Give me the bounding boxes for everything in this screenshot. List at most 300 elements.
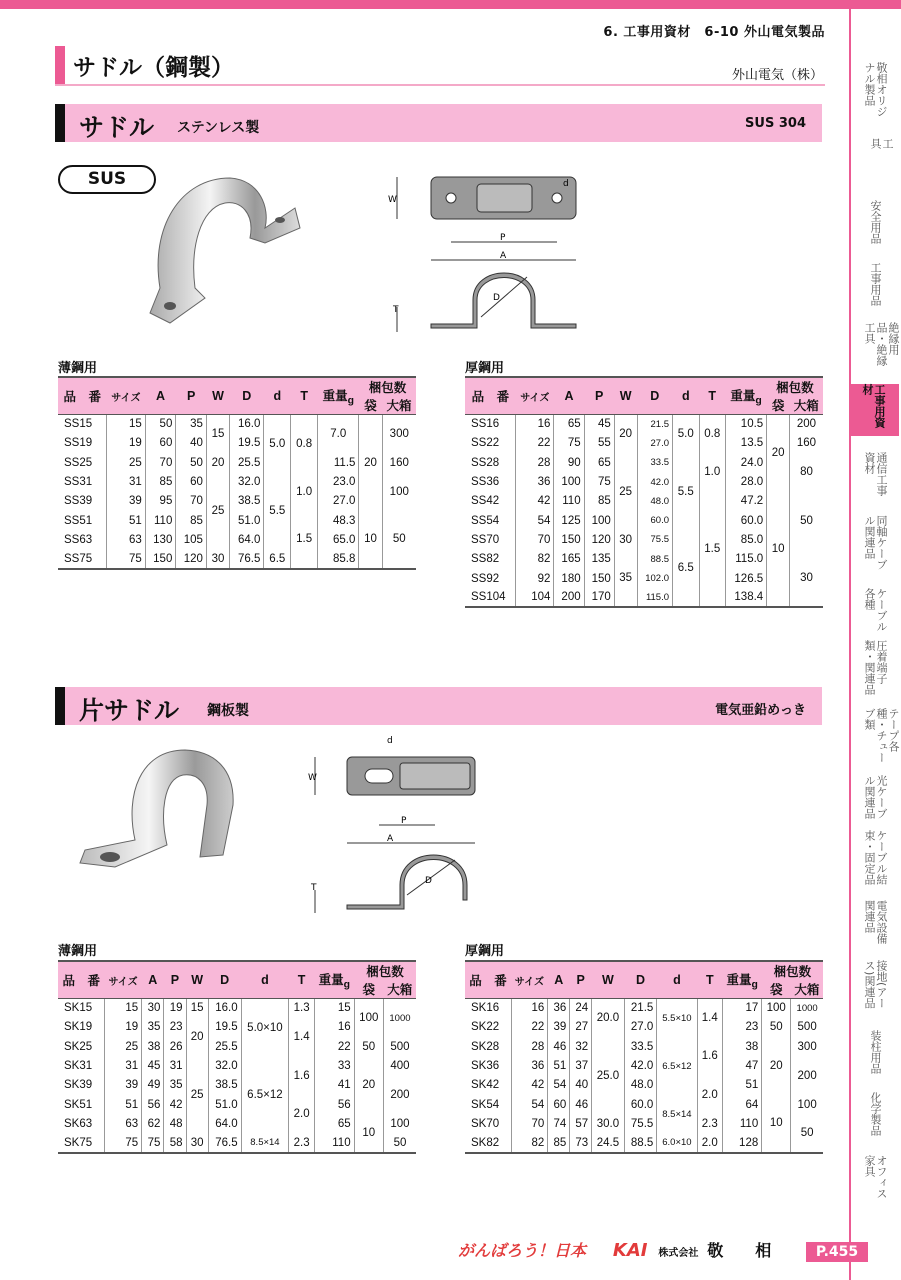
th-T: T bbox=[291, 377, 318, 415]
table-row bbox=[465, 1018, 823, 1037]
table-cell: 50 bbox=[176, 453, 207, 472]
th-P: P bbox=[176, 377, 207, 415]
table-cell: 48.0 bbox=[624, 1076, 657, 1095]
table-row bbox=[58, 1056, 416, 1075]
saddle-photo bbox=[140, 168, 310, 333]
table-cell: 5.5 bbox=[673, 453, 699, 530]
th-pack: 梱包数 bbox=[359, 377, 416, 396]
table-cell: 2.0 bbox=[697, 1134, 722, 1153]
th-d: d bbox=[241, 961, 289, 999]
th-D: D bbox=[230, 377, 264, 415]
table-cell: 128 bbox=[723, 1134, 762, 1153]
table-cell: SS63 bbox=[64, 533, 93, 546]
th-weight: 重量$_g$ bbox=[723, 961, 762, 999]
table-cell: 75.5 bbox=[637, 530, 672, 549]
table-cell: SS70 bbox=[471, 533, 500, 546]
table-cell: 51.0 bbox=[230, 511, 264, 530]
table-cell: 38.5 bbox=[230, 492, 264, 511]
table-cell: 50 bbox=[762, 1018, 791, 1037]
table-cell: 62 bbox=[142, 1114, 164, 1133]
table-cell: 28 bbox=[516, 453, 554, 472]
sus-badge: SUS bbox=[58, 165, 156, 194]
dim-D: D bbox=[425, 876, 432, 886]
table-cell: 54 bbox=[516, 511, 554, 530]
table-label-thick: 厚鋼用 bbox=[465, 361, 505, 376]
table-cell: SK15 bbox=[58, 999, 105, 1018]
table-cell: 65 bbox=[314, 1114, 354, 1133]
page-title-block bbox=[55, 46, 825, 86]
table-cell: 47 bbox=[723, 1056, 762, 1075]
table-cell: 33 bbox=[314, 1056, 354, 1075]
table-thick-half-saddle bbox=[465, 960, 823, 1154]
dim-d: d bbox=[387, 736, 393, 746]
sidebar-item-safety[interactable]: 安全用品 bbox=[869, 200, 882, 244]
table-cell: 20.0 bbox=[592, 999, 625, 1038]
table-cell: 88.5 bbox=[624, 1134, 657, 1153]
table-cell: 28 bbox=[511, 1037, 548, 1056]
table-cell: 60.0 bbox=[624, 1095, 657, 1114]
table-cell: 105 bbox=[176, 530, 207, 549]
table-cell: 40 bbox=[570, 1076, 592, 1095]
dim-d: d bbox=[563, 179, 569, 189]
table-cell: 10 bbox=[359, 511, 382, 569]
company-name: 敬 相 bbox=[707, 1241, 772, 1260]
section-half-saddle-header bbox=[55, 687, 822, 725]
th-bag: 袋 bbox=[359, 396, 382, 415]
table-cell: 50 bbox=[383, 1134, 416, 1153]
table-cell: 20 bbox=[762, 1037, 791, 1095]
table-cell: 73 bbox=[570, 1134, 592, 1153]
table-cell: 21.5 bbox=[624, 999, 657, 1018]
company-type: 株式会社 bbox=[658, 1248, 699, 1259]
breadcrumb: 6. 工事用資材 6-10 外山電気製品 bbox=[603, 25, 825, 40]
table-cell: 200 bbox=[791, 1056, 823, 1095]
table-cell: 6.5×12 bbox=[241, 1056, 289, 1133]
sidebar-item-tools[interactable]: 工具 bbox=[869, 138, 894, 161]
th-A: A bbox=[548, 961, 570, 999]
maker-name: 外山電気（株） bbox=[731, 68, 823, 83]
sidebar-item-binding[interactable]: ケーブル結束・固定品 bbox=[863, 830, 888, 885]
table-cell: 50 bbox=[382, 511, 416, 569]
table-cell: 20 bbox=[186, 1018, 208, 1057]
table-cell: 50 bbox=[354, 1037, 383, 1056]
table-cell: 170 bbox=[584, 588, 614, 607]
table-cell: 25 bbox=[614, 453, 637, 530]
table-cell: 1.0 bbox=[699, 453, 725, 492]
table-cell: SK63 bbox=[64, 1117, 93, 1130]
title-accent bbox=[55, 46, 65, 84]
table-cell: 88.5 bbox=[637, 550, 672, 569]
table-cell: 1.5 bbox=[699, 492, 725, 608]
th-size: サイズ bbox=[516, 377, 554, 415]
table-cell: 5.0 bbox=[264, 415, 291, 473]
table-cell: 42 bbox=[164, 1095, 186, 1114]
table-cell: 48.3 bbox=[318, 511, 359, 530]
table-cell: 50 bbox=[791, 1114, 823, 1153]
table-cell: 25 bbox=[186, 1056, 208, 1133]
sidebar-item-construction[interactable]: 工事用品 bbox=[869, 262, 882, 306]
table-cell: 1.4 bbox=[697, 999, 722, 1038]
table-cell: 500 bbox=[791, 1018, 823, 1037]
table-cell: 30 bbox=[789, 550, 823, 608]
table-cell: 15 bbox=[186, 999, 208, 1018]
table-cell: 400 bbox=[383, 1056, 416, 1075]
table-cell: 6.0×10 bbox=[657, 1134, 697, 1153]
table-cell: SS28 bbox=[471, 456, 500, 469]
table-cell: SS82 bbox=[471, 553, 500, 566]
table-cell: 200 bbox=[554, 588, 584, 607]
table-cell: 48.0 bbox=[637, 492, 672, 511]
table-cell: 64.0 bbox=[230, 530, 264, 549]
table-cell: 1.6 bbox=[289, 1056, 315, 1095]
table-cell: 38.5 bbox=[208, 1076, 241, 1095]
table-cell: 74 bbox=[548, 1114, 570, 1133]
table-cell: 16 bbox=[511, 999, 548, 1018]
table-cell: 27.0 bbox=[318, 492, 359, 511]
table-cell: 48 bbox=[164, 1114, 186, 1133]
table-cell: 39 bbox=[106, 492, 145, 511]
th-box: 大箱 bbox=[789, 396, 823, 415]
table-cell: 20 bbox=[767, 415, 790, 492]
dim-P: P bbox=[401, 816, 407, 826]
page-number: P.455 bbox=[806, 1242, 868, 1262]
sidebar-item-grounding[interactable]: 接地(アース)関連品 bbox=[863, 960, 888, 1009]
table-cell: SS31 bbox=[64, 476, 93, 489]
table-cell: 19 bbox=[164, 999, 186, 1018]
table-cell: 165 bbox=[554, 550, 584, 569]
section-subtitle: ステンレス製 bbox=[177, 120, 260, 136]
table-cell: 36 bbox=[511, 1056, 548, 1075]
th-T: T bbox=[697, 961, 722, 999]
table-cell: 47.2 bbox=[725, 492, 766, 511]
sidebar-item-insulation[interactable]: 絶縁用品・絶縁工具 bbox=[863, 322, 900, 366]
section-title: サドル bbox=[79, 113, 155, 142]
table-cell: 0.8 bbox=[699, 415, 725, 454]
table-cell: SK25 bbox=[64, 1040, 93, 1053]
table-cell: 16 bbox=[516, 415, 554, 434]
table-cell: 65 bbox=[554, 415, 584, 434]
table-cell: SK39 bbox=[64, 1079, 93, 1092]
table-cell: 50 bbox=[145, 415, 176, 434]
table-cell: 24.0 bbox=[725, 453, 766, 472]
table-cell: 31 bbox=[105, 1056, 142, 1075]
table-row bbox=[465, 415, 823, 434]
table-cell: 25 bbox=[206, 472, 229, 549]
table-cell: 75 bbox=[106, 550, 145, 569]
th-name: 品 番 bbox=[465, 377, 516, 415]
table-cell: SS39 bbox=[64, 495, 93, 508]
table-cell: 60 bbox=[145, 434, 176, 453]
table-cell: 500 bbox=[383, 1037, 416, 1056]
th-D: D bbox=[637, 377, 672, 415]
table-cell: 45 bbox=[142, 1056, 164, 1075]
table-cell: 51.0 bbox=[208, 1095, 241, 1114]
table-cell: 85.8 bbox=[318, 550, 359, 569]
sidebar-item-optical[interactable]: 光ケーブル関連品 bbox=[863, 775, 888, 819]
table-cell: 70 bbox=[516, 530, 554, 549]
table-cell: 70 bbox=[176, 492, 207, 511]
sidebar-item-telecom[interactable]: 通信工事資材 bbox=[863, 452, 888, 496]
table-cell: 82 bbox=[511, 1134, 548, 1153]
table-cell: 17 bbox=[723, 999, 762, 1018]
table-cell: 76.5 bbox=[208, 1134, 241, 1153]
dim-W: W bbox=[388, 195, 397, 205]
table-cell: 100 bbox=[354, 999, 383, 1038]
table-cell: 1.3 bbox=[289, 999, 315, 1018]
table-cell: 15 bbox=[206, 415, 229, 454]
table-cell: 60 bbox=[176, 472, 207, 491]
table-cell: SS25 bbox=[64, 456, 93, 469]
table-cell: 32 bbox=[570, 1037, 592, 1056]
table-row bbox=[465, 492, 823, 511]
table-cell: SS16 bbox=[465, 415, 516, 434]
table-cell: 35 bbox=[176, 415, 207, 434]
th-A: A bbox=[554, 377, 584, 415]
brand-logo: KAI bbox=[612, 1240, 648, 1261]
table-cell: SS15 bbox=[58, 415, 106, 434]
table-cell: SS54 bbox=[471, 514, 500, 527]
table-cell: 30 bbox=[206, 550, 229, 569]
table-cell: 64.0 bbox=[208, 1114, 241, 1133]
table-cell: 90 bbox=[554, 453, 584, 472]
table-label-thin: 薄鋼用 bbox=[58, 361, 98, 376]
table-cell: 16.0 bbox=[208, 999, 241, 1018]
table-cell: SK19 bbox=[64, 1021, 93, 1034]
table-cell: 30.0 bbox=[592, 1114, 625, 1133]
table-cell: 30 bbox=[142, 999, 164, 1018]
table-cell: 20 bbox=[359, 415, 382, 511]
table-cell: 100 bbox=[762, 999, 791, 1018]
table-cell: 42 bbox=[516, 492, 554, 511]
table-cell: SS75 bbox=[64, 552, 93, 565]
table-cell: SS22 bbox=[471, 437, 500, 450]
table-cell: 42.0 bbox=[624, 1056, 657, 1075]
table-cell: SK70 bbox=[471, 1117, 500, 1130]
table-cell: 10 bbox=[762, 1095, 791, 1153]
table-cell: 2.0 bbox=[289, 1095, 315, 1134]
table-cell: 110 bbox=[723, 1114, 762, 1133]
table-cell: 56 bbox=[142, 1095, 164, 1114]
sidebar-item-original[interactable]: 敬相オリジナル製品 bbox=[863, 62, 888, 117]
table-cell: 5.0×10 bbox=[241, 999, 289, 1057]
table-cell: 42 bbox=[511, 1076, 548, 1095]
table-cell: 2.3 bbox=[697, 1114, 722, 1133]
table-row bbox=[58, 1037, 416, 1056]
table-cell: SK36 bbox=[471, 1060, 500, 1073]
table-cell: 1.4 bbox=[289, 1018, 315, 1057]
table-thick-saddle bbox=[465, 376, 823, 608]
table-cell: SS42 bbox=[471, 495, 500, 508]
table-cell: 39 bbox=[105, 1076, 142, 1095]
table-cell: 5.5×10 bbox=[657, 999, 697, 1038]
table-cell: 27.0 bbox=[637, 434, 672, 453]
table-cell: 150 bbox=[584, 569, 614, 588]
sidebar-item-terminals[interactable]: 圧着端子類・関連品 bbox=[863, 640, 888, 695]
table-cell: 21.5 bbox=[637, 415, 672, 434]
table-cell: 16 bbox=[314, 1018, 354, 1037]
table-cell: 100 bbox=[382, 472, 416, 511]
sidebar-item-cable[interactable]: ケーブル各種 bbox=[863, 588, 888, 632]
table-cell: 51 bbox=[106, 511, 145, 530]
sidebar-item-coax[interactable]: 同軸ケーブル関連品 bbox=[863, 515, 888, 570]
table-row bbox=[58, 1114, 416, 1133]
dim-A: A bbox=[500, 251, 507, 261]
table-cell: SS51 bbox=[64, 514, 93, 527]
table-cell: 110 bbox=[145, 511, 176, 530]
th-P: P bbox=[584, 377, 614, 415]
table-cell: 82 bbox=[516, 550, 554, 569]
th-bag: 袋 bbox=[354, 980, 383, 999]
table-cell: 102.0 bbox=[637, 569, 672, 588]
table-cell: 110 bbox=[554, 492, 584, 511]
dim-T: T bbox=[393, 305, 399, 315]
dim-A: A bbox=[387, 834, 394, 844]
sidebar-item-materials[interactable]: 工事用資材 bbox=[851, 384, 899, 436]
table-cell: 76.5 bbox=[230, 550, 264, 569]
table-cell: 25.5 bbox=[230, 453, 264, 472]
th-name: 品 番 bbox=[58, 377, 106, 415]
table-cell: 35 bbox=[142, 1018, 164, 1037]
table-cell: 100 bbox=[554, 472, 584, 491]
th-T: T bbox=[289, 961, 315, 999]
table-cell: 115.0 bbox=[725, 550, 766, 569]
table-cell: 10 bbox=[767, 492, 790, 608]
table-cell: 125 bbox=[554, 511, 584, 530]
section-subtitle: 鋼板製 bbox=[207, 703, 249, 719]
table-cell: 115.0 bbox=[637, 588, 672, 607]
table-cell: 19 bbox=[105, 1018, 142, 1037]
table-cell: 51 bbox=[723, 1076, 762, 1095]
th-T: T bbox=[699, 377, 725, 415]
table-cell: 32.0 bbox=[230, 472, 264, 491]
table-cell: 51 bbox=[105, 1095, 142, 1114]
th-weight: 重量$_g$ bbox=[318, 377, 359, 415]
table-cell: 150 bbox=[554, 530, 584, 549]
table-cell: 10.5 bbox=[725, 415, 766, 434]
half-saddle-photo bbox=[75, 745, 240, 875]
half-saddle-dimension-drawing bbox=[305, 735, 505, 915]
table-cell: 85.0 bbox=[725, 530, 766, 549]
table-cell: 46 bbox=[570, 1095, 592, 1114]
th-size: サイズ bbox=[106, 377, 145, 415]
table-cell: 85 bbox=[584, 492, 614, 511]
table-cell: 50 bbox=[789, 492, 823, 550]
table-row bbox=[58, 999, 416, 1018]
table-cell: 26 bbox=[164, 1037, 186, 1056]
table-cell: 60.0 bbox=[637, 511, 672, 530]
table-label-thin: 薄鋼用 bbox=[58, 944, 98, 959]
table-cell: 138.4 bbox=[725, 588, 766, 607]
table-cell: 60 bbox=[548, 1095, 570, 1114]
table-cell: 13.5 bbox=[725, 434, 766, 453]
table-row bbox=[58, 415, 416, 434]
table-cell: 55 bbox=[584, 434, 614, 453]
table-cell: SS19 bbox=[64, 437, 93, 450]
table-thin-half-saddle bbox=[58, 960, 416, 1154]
table-cell: 23.0 bbox=[318, 472, 359, 491]
th-name: 品 番 bbox=[58, 961, 105, 999]
table-cell: 75 bbox=[142, 1134, 164, 1153]
table-cell: 22 bbox=[511, 1018, 548, 1037]
sidebar-item-pole[interactable]: 装柱用品 bbox=[869, 1030, 882, 1074]
table-cell: 8.5×14 bbox=[241, 1134, 289, 1153]
table-cell: 11.5 bbox=[318, 453, 359, 472]
table-cell: SS92 bbox=[471, 572, 500, 585]
table-cell: 300 bbox=[791, 1037, 823, 1056]
table-cell: 1.5 bbox=[291, 511, 318, 569]
category-sidebar bbox=[849, 0, 901, 1280]
table-cell: 42.0 bbox=[637, 472, 672, 491]
section-finish: 電気亜鉛めっき bbox=[715, 703, 806, 718]
sidebar-item-electrical[interactable]: 電気設備関連品 bbox=[863, 900, 888, 944]
table-cell: 65 bbox=[584, 453, 614, 472]
table-cell: 35 bbox=[614, 550, 637, 608]
th-P: P bbox=[164, 961, 186, 999]
table-cell: 36 bbox=[548, 999, 570, 1018]
dim-P: P bbox=[500, 233, 506, 243]
table-cell: 41 bbox=[314, 1076, 354, 1095]
table-cell: 30 bbox=[614, 530, 637, 549]
th-bag: 袋 bbox=[762, 980, 791, 999]
sidebar-item-tape[interactable]: テープ各種・チューブ類 bbox=[863, 708, 900, 763]
table-cell: 126.5 bbox=[725, 569, 766, 588]
table-cell: 24 bbox=[570, 999, 592, 1018]
table-cell: SK82 bbox=[471, 1136, 500, 1149]
table-cell: 10 bbox=[354, 1114, 383, 1153]
table-cell: 0.8 bbox=[291, 415, 318, 473]
table-cell: 54 bbox=[548, 1076, 570, 1095]
th-size: サイズ bbox=[511, 961, 548, 999]
table-cell: 33.5 bbox=[624, 1037, 657, 1056]
th-A: A bbox=[145, 377, 176, 415]
table-cell: 25 bbox=[105, 1037, 142, 1056]
table-cell: 95 bbox=[145, 492, 176, 511]
table-cell: 39 bbox=[548, 1018, 570, 1037]
table-cell: 25 bbox=[106, 453, 145, 472]
sidebar-item-chemical[interactable]: 化学製品 bbox=[869, 1092, 882, 1136]
table-cell: SK22 bbox=[471, 1021, 500, 1034]
table-row bbox=[465, 1095, 823, 1114]
table-cell: SK28 bbox=[471, 1040, 500, 1053]
section-material: SUS 304 bbox=[745, 116, 806, 131]
th-pack: 梱包数 bbox=[354, 961, 416, 980]
table-cell: SK31 bbox=[64, 1060, 93, 1073]
table-cell: SK54 bbox=[471, 1098, 500, 1111]
table-cell: 5.0 bbox=[673, 415, 699, 454]
dim-D: D bbox=[493, 293, 500, 303]
table-cell: 80 bbox=[789, 453, 823, 492]
table-cell: 100 bbox=[383, 1114, 416, 1133]
table-cell: 31 bbox=[106, 472, 145, 491]
sidebar-item-office[interactable]: オフィス家具 bbox=[863, 1155, 888, 1199]
table-cell: 32.0 bbox=[208, 1056, 241, 1075]
table-cell: 2.3 bbox=[289, 1134, 315, 1153]
table-cell: 85 bbox=[145, 472, 176, 491]
table-cell: 300 bbox=[382, 415, 416, 454]
section-title: 片サドル bbox=[79, 696, 180, 725]
table-cell: 33.5 bbox=[637, 453, 672, 472]
table-row bbox=[58, 511, 416, 530]
table-cell: 180 bbox=[554, 569, 584, 588]
table-cell: 92 bbox=[516, 569, 554, 588]
th-d: d bbox=[673, 377, 699, 415]
th-d: d bbox=[264, 377, 291, 415]
table-cell: 20 bbox=[354, 1056, 383, 1114]
table-cell: 1000 bbox=[791, 999, 823, 1018]
table-cell: 25.0 bbox=[592, 1037, 625, 1114]
table-cell: 35 bbox=[164, 1076, 186, 1095]
table-cell: SS104 bbox=[471, 591, 506, 604]
